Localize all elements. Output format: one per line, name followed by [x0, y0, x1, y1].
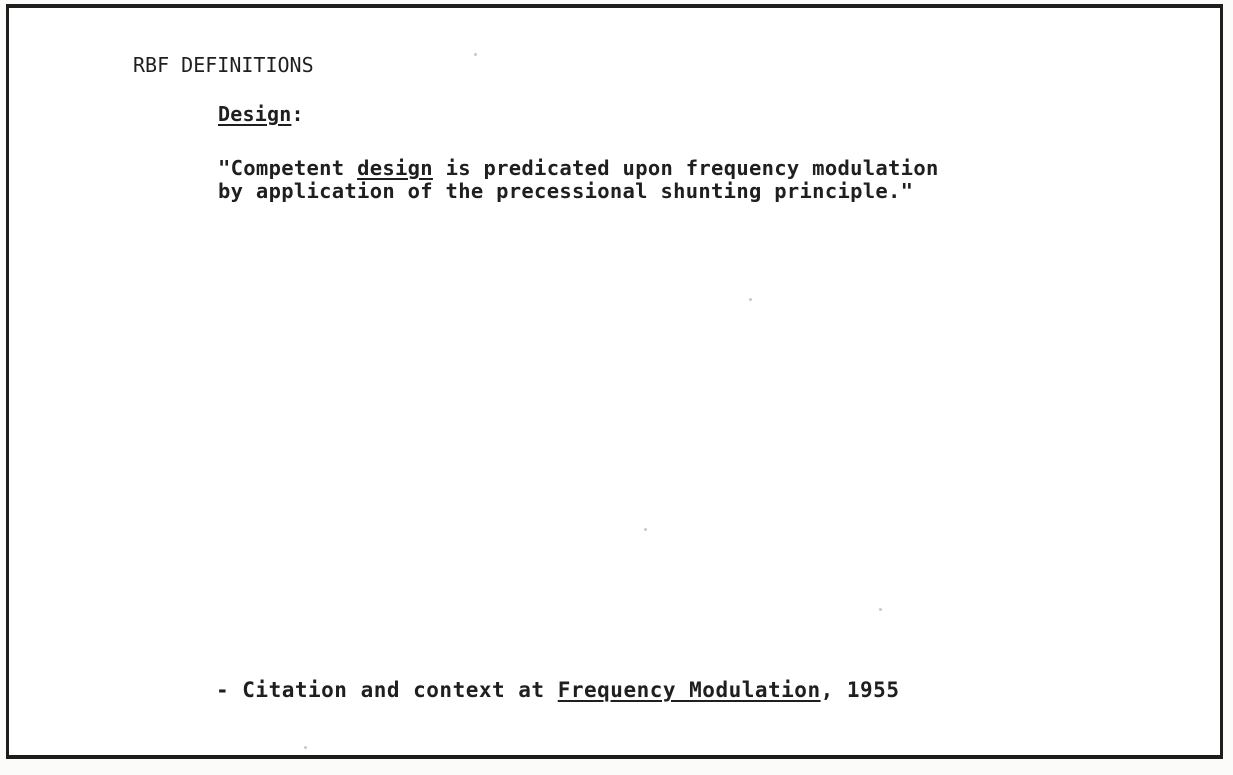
card-header: RBF DEFINITIONS: [133, 53, 314, 77]
term-heading: [218, 102, 304, 126]
paper-speck: [474, 53, 477, 56]
citation-source: Frequency Modulation: [557, 678, 821, 702]
paper-speck: [879, 608, 882, 611]
quote-line-1-rest: is predicated upon frequency modulation: [432, 156, 939, 180]
citation-line: [216, 678, 899, 702]
paper-speck: [304, 746, 307, 749]
paper-speck: [749, 298, 752, 301]
citation-prefix: - Citation and context at: [216, 678, 558, 702]
quote-emphasis: design: [357, 156, 433, 180]
quote-line-2: by application of the precessional shunting principle.": [218, 179, 914, 203]
citation-year: , 1955: [820, 678, 900, 702]
definition-card: [6, 4, 1223, 759]
term-label: Design: [218, 102, 292, 126]
quote-open: "Competent: [218, 156, 358, 180]
term-colon: :: [291, 102, 304, 126]
paper-speck: [644, 528, 647, 531]
quote-line-1: [218, 156, 939, 180]
